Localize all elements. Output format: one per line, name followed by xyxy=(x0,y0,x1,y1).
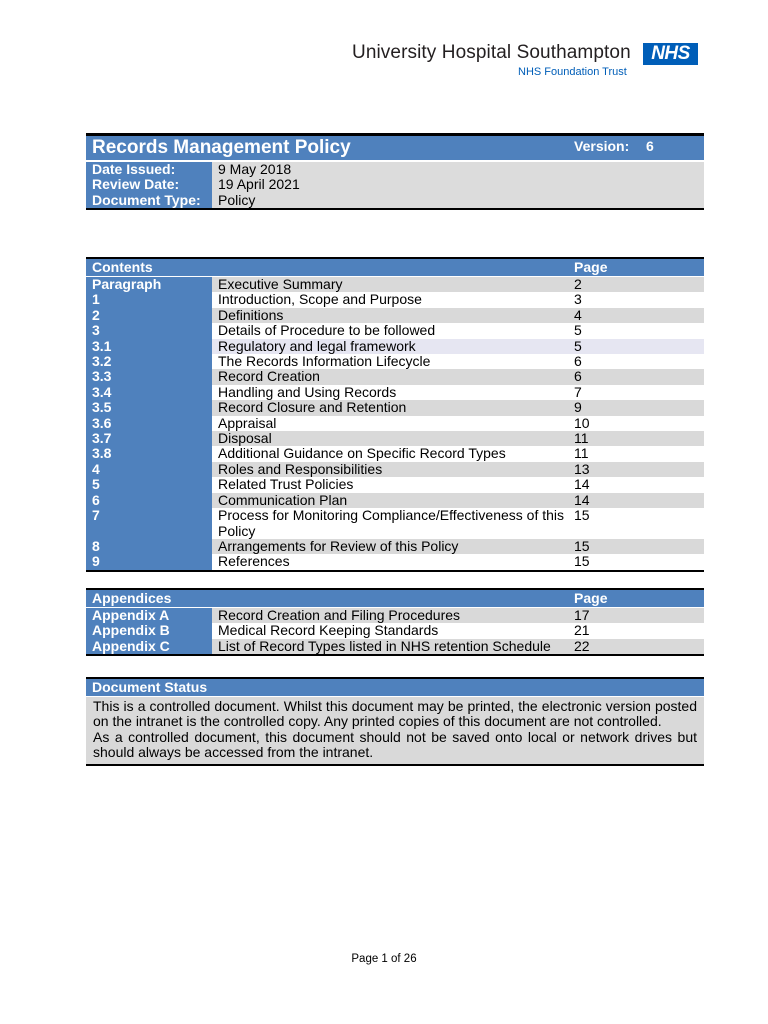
table-row xyxy=(86,385,704,400)
section-title: Communication Plan xyxy=(212,493,568,508)
table-row xyxy=(86,623,704,638)
section-title: Details of Procedure to be followed xyxy=(212,323,568,338)
page-number-cell: 6 xyxy=(568,369,704,384)
section-title: Arrangements for Review of this Policy xyxy=(212,539,568,554)
page-column-heading: Page xyxy=(568,258,704,277)
paragraph-number: 7 xyxy=(86,508,212,539)
document-type-label: Document Type: xyxy=(86,193,212,209)
table-row xyxy=(86,462,704,477)
page-number-cell: 15 xyxy=(568,554,704,570)
paragraph-number: Appendix A xyxy=(86,608,212,624)
page-number-cell: 21 xyxy=(568,623,704,638)
page-number-cell: 7 xyxy=(568,385,704,400)
status-paragraph: This is a controlled document. Whilst this document may be printed, the electronic version posted on the intranet is the controlled copy. Any printed copies of this document are not controlled. xyxy=(93,698,697,730)
date-issued-value: 9 May 2018 xyxy=(212,161,704,177)
table-row xyxy=(86,554,704,570)
page-number-cell: 17 xyxy=(568,608,704,624)
page-number-cell: 4 xyxy=(568,308,704,323)
page-number-cell: 9 xyxy=(568,400,704,415)
table-row xyxy=(86,539,704,554)
paragraph-number: 3.7 xyxy=(86,431,212,446)
page-number-cell: 10 xyxy=(568,416,704,431)
section-title: Process for Monitoring Compliance/Effectiveness of this Policy xyxy=(212,508,568,539)
page-number-cell: 14 xyxy=(568,493,704,508)
page-number-cell: 13 xyxy=(568,462,704,477)
section-title: References xyxy=(212,554,568,570)
section-title: Record Closure and Retention xyxy=(212,400,568,415)
paragraph-number: 3.4 xyxy=(86,385,212,400)
section-title: Appraisal xyxy=(212,416,568,431)
page-number-cell: 5 xyxy=(568,323,704,338)
document-type-value: Policy xyxy=(212,193,704,209)
contents-table xyxy=(86,257,704,572)
section-title: List of Record Types listed in NHS retention Schedule xyxy=(212,639,568,655)
paragraph-number: 3.3 xyxy=(86,369,212,384)
page-number-cell: 3 xyxy=(568,292,704,307)
paragraph-number: 6 xyxy=(86,493,212,508)
table-row xyxy=(86,508,704,539)
paragraph-number: 4 xyxy=(86,462,212,477)
section-title: Introduction, Scope and Purpose xyxy=(212,292,568,307)
section-heading: Appendices xyxy=(86,589,568,608)
page-number-cell: 14 xyxy=(568,477,704,492)
paragraph-number: 8 xyxy=(86,539,212,554)
table-row xyxy=(86,292,704,307)
table-row xyxy=(86,416,704,431)
table-row xyxy=(86,493,704,508)
table-row xyxy=(86,277,704,293)
page-number-cell: 15 xyxy=(568,539,704,554)
page-number-cell: 6 xyxy=(568,354,704,369)
paragraph-number: Appendix C xyxy=(86,639,212,655)
paragraph-number: 3.8 xyxy=(86,446,212,461)
section-heading: Contents xyxy=(86,258,568,277)
version-label: Version: xyxy=(568,135,640,162)
table-header-row xyxy=(86,589,704,608)
section-title: Record Creation and Filing Procedures xyxy=(212,608,568,624)
paragraph-number: Appendix B xyxy=(86,623,212,638)
table-row xyxy=(86,431,704,446)
section-title: Medical Record Keeping Standards xyxy=(212,623,568,638)
trust-name: NHS Foundation Trust xyxy=(518,66,627,78)
page-column-heading: Page xyxy=(568,589,704,608)
section-title: Regulatory and legal framework xyxy=(212,339,568,354)
paragraph-number: 3.1 xyxy=(86,339,212,354)
section-title: Additional Guidance on Specific Record Types xyxy=(212,446,568,461)
table-row xyxy=(86,308,704,323)
page-number: Page 1 of 26 xyxy=(351,953,417,965)
table-row xyxy=(86,354,704,369)
table-row xyxy=(86,339,704,354)
appendices-table xyxy=(86,588,704,656)
document-header-table xyxy=(86,133,704,210)
page-number-cell: 22 xyxy=(568,639,704,655)
table-row xyxy=(86,446,704,461)
date-issued-label: Date Issued: xyxy=(86,161,212,177)
document-title: Records Management Policy xyxy=(86,135,568,162)
page-number-cell: 5 xyxy=(568,339,704,354)
section-title: Definitions xyxy=(212,308,568,323)
nhs-logo-mark: NHS xyxy=(643,43,698,65)
document-status-heading: Document Status xyxy=(86,678,704,697)
table-row xyxy=(86,400,704,415)
page-number-cell: 11 xyxy=(568,446,704,461)
section-title: The Records Information Lifecycle xyxy=(212,354,568,369)
table-row xyxy=(86,323,704,338)
version-value: 6 xyxy=(640,135,704,162)
page-number-cell: 11 xyxy=(568,431,704,446)
paragraph-number: Paragraph xyxy=(86,277,212,293)
document-status-table xyxy=(86,677,704,766)
section-title: Related Trust Policies xyxy=(212,477,568,492)
review-date-label: Review Date: xyxy=(86,177,212,192)
section-title: Executive Summary xyxy=(212,277,568,293)
table-row xyxy=(86,639,704,655)
paragraph-number: 3 xyxy=(86,323,212,338)
paragraph-number: 9 xyxy=(86,554,212,570)
section-title: Record Creation xyxy=(212,369,568,384)
trust-logo xyxy=(352,42,698,82)
status-paragraph: As a controlled document, this document should not be saved onto local or network drives but should always be accessed from the intranet. xyxy=(93,728,697,761)
document-status-text xyxy=(86,697,704,765)
section-title: Handling and Using Records xyxy=(212,385,568,400)
section-title: Disposal xyxy=(212,431,568,446)
paragraph-number: 2 xyxy=(86,308,212,323)
table-header-row xyxy=(86,258,704,277)
section-title: Roles and Responsibilities xyxy=(212,462,568,477)
paragraph-number: 5 xyxy=(86,477,212,492)
paragraph-number: 1 xyxy=(86,292,212,307)
table-row xyxy=(86,608,704,624)
table-row xyxy=(86,477,704,492)
page-number-cell: 15 xyxy=(568,508,704,539)
organisation-name: University Hospital Southampton xyxy=(352,42,631,63)
paragraph-number: 3.5 xyxy=(86,400,212,415)
table-row xyxy=(86,369,704,384)
page-number-cell: 2 xyxy=(568,277,704,293)
paragraph-number: 3.6 xyxy=(86,416,212,431)
paragraph-number: 3.2 xyxy=(86,354,212,369)
review-date-value: 19 April 2021 xyxy=(212,177,704,192)
